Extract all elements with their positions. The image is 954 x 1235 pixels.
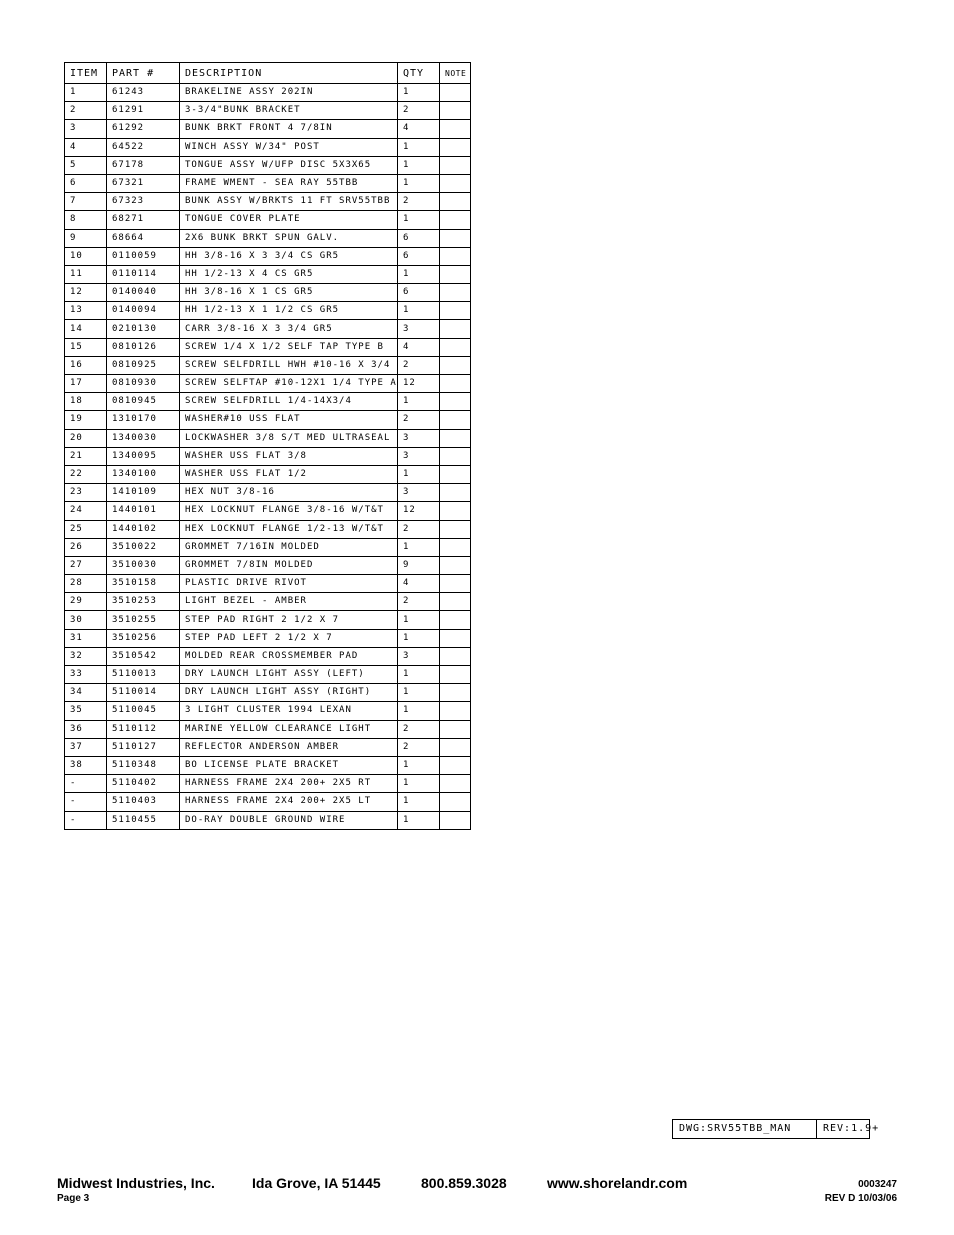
cell-item: 33 <box>65 666 107 684</box>
cell-note <box>440 520 471 538</box>
cell-item: 25 <box>65 520 107 538</box>
cell-note <box>440 138 471 156</box>
cell-item: 12 <box>65 284 107 302</box>
cell-qty: 1 <box>398 611 440 629</box>
cell-qty: 1 <box>398 702 440 720</box>
parts-table-body <box>65 84 471 830</box>
cell-note <box>440 775 471 793</box>
cell-item: 5 <box>65 156 107 174</box>
table-row <box>65 811 471 829</box>
cell-qty: 6 <box>398 229 440 247</box>
cell-part-number: 1310170 <box>107 411 180 429</box>
cell-note <box>440 647 471 665</box>
cell-part-number: 1440101 <box>107 502 180 520</box>
cell-qty: 6 <box>398 284 440 302</box>
cell-part-number: 5110112 <box>107 720 180 738</box>
cell-qty: 2 <box>398 193 440 211</box>
cell-item: 32 <box>65 647 107 665</box>
table-row <box>65 229 471 247</box>
cell-part-number: 0140040 <box>107 284 180 302</box>
cell-part-number: 5110455 <box>107 811 180 829</box>
cell-qty: 4 <box>398 338 440 356</box>
footer-phone: 800.859.3028 <box>421 1175 507 1191</box>
cell-qty: 1 <box>398 138 440 156</box>
cell-note <box>440 320 471 338</box>
cell-qty: 2 <box>398 593 440 611</box>
cell-description: STEP PAD RIGHT 2 1/2 X 7 <box>180 611 398 629</box>
cell-qty: 1 <box>398 756 440 774</box>
table-row <box>65 793 471 811</box>
cell-qty: 1 <box>398 84 440 102</box>
cell-part-number: 67321 <box>107 174 180 192</box>
header-description: DESCRIPTION <box>180 63 398 84</box>
cell-qty: 1 <box>398 393 440 411</box>
cell-qty: 3 <box>398 647 440 665</box>
cell-item: 26 <box>65 538 107 556</box>
cell-note <box>440 738 471 756</box>
table-row <box>65 538 471 556</box>
table-row <box>65 756 471 774</box>
cell-part-number: 1340095 <box>107 447 180 465</box>
footer-doc-number: 0003247 <box>858 1179 897 1190</box>
cell-description: TONGUE ASSY W/UFP DISC 5X3X65 <box>180 156 398 174</box>
cell-item: 3 <box>65 120 107 138</box>
cell-qty: 2 <box>398 356 440 374</box>
cell-description: BUNK BRKT FRONT 4 7/8IN <box>180 120 398 138</box>
cell-note <box>440 484 471 502</box>
cell-part-number: 3510253 <box>107 593 180 611</box>
cell-qty: 1 <box>398 211 440 229</box>
cell-item: 9 <box>65 229 107 247</box>
cell-part-number: 0810925 <box>107 356 180 374</box>
cell-description: HARNESS FRAME 2X4 200+ 2X5 LT <box>180 793 398 811</box>
cell-item: 30 <box>65 611 107 629</box>
cell-qty: 1 <box>398 629 440 647</box>
cell-qty: 1 <box>398 465 440 483</box>
cell-item: 24 <box>65 502 107 520</box>
table-row <box>65 320 471 338</box>
cell-description: HH 1/2-13 X 1 1/2 CS GR5 <box>180 302 398 320</box>
cell-part-number: 0140094 <box>107 302 180 320</box>
cell-item: 18 <box>65 393 107 411</box>
cell-note <box>440 793 471 811</box>
cell-note <box>440 247 471 265</box>
cell-note <box>440 284 471 302</box>
cell-item: 17 <box>65 375 107 393</box>
cell-part-number: 5110348 <box>107 756 180 774</box>
cell-part-number: 3510255 <box>107 611 180 629</box>
cell-description: FRAME WMENT - SEA RAY 55TBB <box>180 174 398 192</box>
cell-part-number: 0210130 <box>107 320 180 338</box>
cell-item: 28 <box>65 575 107 593</box>
table-row <box>65 647 471 665</box>
cell-description: DRY LAUNCH LIGHT ASSY (RIGHT) <box>180 684 398 702</box>
table-row <box>65 120 471 138</box>
header-part-number: PART # <box>107 63 180 84</box>
cell-note <box>440 702 471 720</box>
cell-part-number: 61291 <box>107 102 180 120</box>
cell-description: DO-RAY DOUBLE GROUND WIRE <box>180 811 398 829</box>
cell-part-number: 5110045 <box>107 702 180 720</box>
cell-note <box>440 411 471 429</box>
cell-note <box>440 229 471 247</box>
cell-description: HH 3/8-16 X 1 CS GR5 <box>180 284 398 302</box>
cell-part-number: 1340030 <box>107 429 180 447</box>
cell-item: 1 <box>65 84 107 102</box>
cell-description: HEX LOCKNUT FLANGE 3/8-16 W/T&T <box>180 502 398 520</box>
cell-description: GROMMET 7/16IN MOLDED <box>180 538 398 556</box>
cell-qty: 1 <box>398 666 440 684</box>
cell-item: 31 <box>65 629 107 647</box>
cell-description: BRAKELINE ASSY 202IN <box>180 84 398 102</box>
cell-part-number: 67178 <box>107 156 180 174</box>
cell-description: WASHER USS FLAT 1/2 <box>180 465 398 483</box>
cell-note <box>440 302 471 320</box>
drawing-number: DWG:SRV55TBB_MAN <box>673 1120 817 1138</box>
cell-note <box>440 811 471 829</box>
cell-part-number: 67323 <box>107 193 180 211</box>
cell-description: MARINE YELLOW CLEARANCE LIGHT <box>180 720 398 738</box>
cell-part-number: 5110127 <box>107 738 180 756</box>
table-row <box>65 193 471 211</box>
cell-part-number: 68271 <box>107 211 180 229</box>
table-row <box>65 593 471 611</box>
cell-item: 37 <box>65 738 107 756</box>
table-row <box>65 465 471 483</box>
footer-website: www.shorelandr.com <box>547 1175 688 1191</box>
cell-part-number: 0810945 <box>107 393 180 411</box>
cell-note <box>440 611 471 629</box>
cell-note <box>440 429 471 447</box>
table-row <box>65 247 471 265</box>
cell-item: 19 <box>65 411 107 429</box>
table-row <box>65 102 471 120</box>
cell-part-number: 1410109 <box>107 484 180 502</box>
cell-part-number: 5110403 <box>107 793 180 811</box>
cell-description: SCREW SELFDRILL HWH #10-16 X 3/4 <box>180 356 398 374</box>
cell-qty: 2 <box>398 102 440 120</box>
cell-description: HARNESS FRAME 2X4 200+ 2X5 RT <box>180 775 398 793</box>
cell-part-number: 5110014 <box>107 684 180 702</box>
cell-item: 15 <box>65 338 107 356</box>
table-row <box>65 575 471 593</box>
cell-description: 3 LIGHT CLUSTER 1994 LEXAN <box>180 702 398 720</box>
footer-city: Ida Grove, IA 51445 <box>252 1175 381 1191</box>
cell-description: LIGHT BEZEL - AMBER <box>180 593 398 611</box>
cell-item: 13 <box>65 302 107 320</box>
header-note: NOTE <box>440 63 471 84</box>
table-row <box>65 484 471 502</box>
cell-description: WINCH ASSY W/34" POST <box>180 138 398 156</box>
table-row <box>65 556 471 574</box>
cell-description: BO LICENSE PLATE BRACKET <box>180 756 398 774</box>
cell-item: 7 <box>65 193 107 211</box>
table-row <box>65 702 471 720</box>
cell-part-number: 3510542 <box>107 647 180 665</box>
cell-note <box>440 720 471 738</box>
table-row <box>65 429 471 447</box>
cell-qty: 6 <box>398 247 440 265</box>
cell-part-number: 0810126 <box>107 338 180 356</box>
cell-note <box>440 356 471 374</box>
header-qty: QTY <box>398 63 440 84</box>
cell-part-number: 0810930 <box>107 375 180 393</box>
cell-note <box>440 556 471 574</box>
cell-description: LOCKWASHER 3/8 S/T MED ULTRASEAL <box>180 429 398 447</box>
cell-description: SCREW 1/4 X 1/2 SELF TAP TYPE B <box>180 338 398 356</box>
table-row <box>65 265 471 283</box>
cell-qty: 1 <box>398 793 440 811</box>
cell-part-number: 0110114 <box>107 265 180 283</box>
drawing-revision: REV:1.9+ <box>823 1123 880 1134</box>
cell-qty: 1 <box>398 265 440 283</box>
cell-description: WASHER USS FLAT 3/8 <box>180 447 398 465</box>
cell-description: HH 1/2-13 X 4 CS GR5 <box>180 265 398 283</box>
cell-note <box>440 375 471 393</box>
table-row <box>65 84 471 102</box>
cell-note <box>440 502 471 520</box>
table-row <box>65 338 471 356</box>
cell-part-number: 1440102 <box>107 520 180 538</box>
cell-qty: 2 <box>398 411 440 429</box>
cell-description: REFLECTOR ANDERSON AMBER <box>180 738 398 756</box>
table-header-row <box>65 63 471 84</box>
cell-item: 22 <box>65 465 107 483</box>
cell-description: MOLDED REAR CROSSMEMBER PAD <box>180 647 398 665</box>
cell-item: 6 <box>65 174 107 192</box>
cell-note <box>440 593 471 611</box>
drawing-title-block <box>672 1119 880 1139</box>
table-row <box>65 720 471 738</box>
cell-note <box>440 338 471 356</box>
table-row <box>65 520 471 538</box>
cell-item: 38 <box>65 756 107 774</box>
cell-qty: 12 <box>398 502 440 520</box>
cell-qty: 4 <box>398 120 440 138</box>
cell-item: 10 <box>65 247 107 265</box>
cell-note <box>440 393 471 411</box>
cell-part-number: 61243 <box>107 84 180 102</box>
cell-qty: 3 <box>398 320 440 338</box>
cell-description: HEX NUT 3/8-16 <box>180 484 398 502</box>
table-row <box>65 666 471 684</box>
cell-item: 29 <box>65 593 107 611</box>
cell-item: 16 <box>65 356 107 374</box>
table-row <box>65 684 471 702</box>
cell-note <box>440 575 471 593</box>
cell-note <box>440 538 471 556</box>
cell-qty: 2 <box>398 520 440 538</box>
table-row <box>65 775 471 793</box>
cell-part-number: 0110059 <box>107 247 180 265</box>
table-row <box>65 156 471 174</box>
cell-note <box>440 156 471 174</box>
cell-item: 21 <box>65 447 107 465</box>
cell-note <box>440 684 471 702</box>
cell-qty: 9 <box>398 556 440 574</box>
cell-qty: 1 <box>398 684 440 702</box>
cell-description: 3-3/4"BUNK BRACKET <box>180 102 398 120</box>
cell-item: 34 <box>65 684 107 702</box>
table-row <box>65 411 471 429</box>
table-row <box>65 502 471 520</box>
cell-qty: 1 <box>398 302 440 320</box>
cell-description: BUNK ASSY W/BRKTS 11 FT SRV55TBB <box>180 193 398 211</box>
cell-qty: 3 <box>398 484 440 502</box>
cell-description: PLASTIC DRIVE RIVOT <box>180 575 398 593</box>
cell-description: HH 3/8-16 X 3 3/4 CS GR5 <box>180 247 398 265</box>
cell-note <box>440 666 471 684</box>
cell-item: 27 <box>65 556 107 574</box>
cell-part-number: 5110013 <box>107 666 180 684</box>
cell-qty: 2 <box>398 738 440 756</box>
cell-note <box>440 629 471 647</box>
footer-revision: REV D 10/03/06 <box>824 1193 897 1204</box>
parts-list-table <box>64 62 471 830</box>
cell-note <box>440 84 471 102</box>
cell-description: DRY LAUNCH LIGHT ASSY (LEFT) <box>180 666 398 684</box>
cell-description: GROMMET 7/8IN MOLDED <box>180 556 398 574</box>
cell-note <box>440 174 471 192</box>
cell-item: - <box>65 793 107 811</box>
table-row <box>65 284 471 302</box>
cell-note <box>440 193 471 211</box>
cell-description: SCREW SELFTAP #10-12X1 1/4 TYPE A <box>180 375 398 393</box>
cell-qty: 1 <box>398 538 440 556</box>
cell-qty: 3 <box>398 429 440 447</box>
cell-qty: 4 <box>398 575 440 593</box>
cell-qty: 3 <box>398 447 440 465</box>
table-row <box>65 629 471 647</box>
cell-qty: 1 <box>398 811 440 829</box>
footer-company: Midwest Industries, Inc. <box>57 1175 215 1191</box>
cell-item: 20 <box>65 429 107 447</box>
cell-note <box>440 120 471 138</box>
cell-part-number: 3510022 <box>107 538 180 556</box>
cell-description: HEX LOCKNUT FLANGE 1/2-13 W/T&T <box>180 520 398 538</box>
table-row <box>65 738 471 756</box>
cell-description: CARR 3/8-16 X 3 3/4 GR5 <box>180 320 398 338</box>
cell-item: 11 <box>65 265 107 283</box>
cell-part-number: 64522 <box>107 138 180 156</box>
table-row <box>65 375 471 393</box>
cell-item: 2 <box>65 102 107 120</box>
table-row <box>65 447 471 465</box>
cell-qty: 1 <box>398 174 440 192</box>
cell-description: SCREW SELFDRILL 1/4-14X3/4 <box>180 393 398 411</box>
cell-part-number: 3510158 <box>107 575 180 593</box>
cell-note <box>440 465 471 483</box>
cell-item: 23 <box>65 484 107 502</box>
cell-qty: 12 <box>398 375 440 393</box>
cell-part-number: 1340100 <box>107 465 180 483</box>
cell-item: 35 <box>65 702 107 720</box>
table-row <box>65 302 471 320</box>
table-row <box>65 211 471 229</box>
cell-part-number: 3510030 <box>107 556 180 574</box>
cell-note <box>440 265 471 283</box>
cell-description: STEP PAD LEFT 2 1/2 X 7 <box>180 629 398 647</box>
cell-part-number: 3510256 <box>107 629 180 647</box>
cell-note <box>440 211 471 229</box>
cell-part-number: 68664 <box>107 229 180 247</box>
cell-item: 14 <box>65 320 107 338</box>
cell-part-number: 61292 <box>107 120 180 138</box>
footer-page-number: Page 3 <box>57 1193 90 1204</box>
cell-note <box>440 447 471 465</box>
cell-description: 2X6 BUNK BRKT SPUN GALV. <box>180 229 398 247</box>
cell-description: WASHER#10 USS FLAT <box>180 411 398 429</box>
table-row <box>65 138 471 156</box>
cell-note <box>440 102 471 120</box>
table-row <box>65 174 471 192</box>
cell-qty: 1 <box>398 775 440 793</box>
cell-qty: 1 <box>398 156 440 174</box>
table-row <box>65 393 471 411</box>
cell-item: - <box>65 811 107 829</box>
cell-description: TONGUE COVER PLATE <box>180 211 398 229</box>
cell-qty: 2 <box>398 720 440 738</box>
cell-item: - <box>65 775 107 793</box>
table-row <box>65 611 471 629</box>
table-row <box>65 356 471 374</box>
cell-part-number: 5110402 <box>107 775 180 793</box>
header-item: ITEM <box>65 63 107 84</box>
cell-item: 4 <box>65 138 107 156</box>
cell-item: 8 <box>65 211 107 229</box>
cell-note <box>440 756 471 774</box>
cell-item: 36 <box>65 720 107 738</box>
